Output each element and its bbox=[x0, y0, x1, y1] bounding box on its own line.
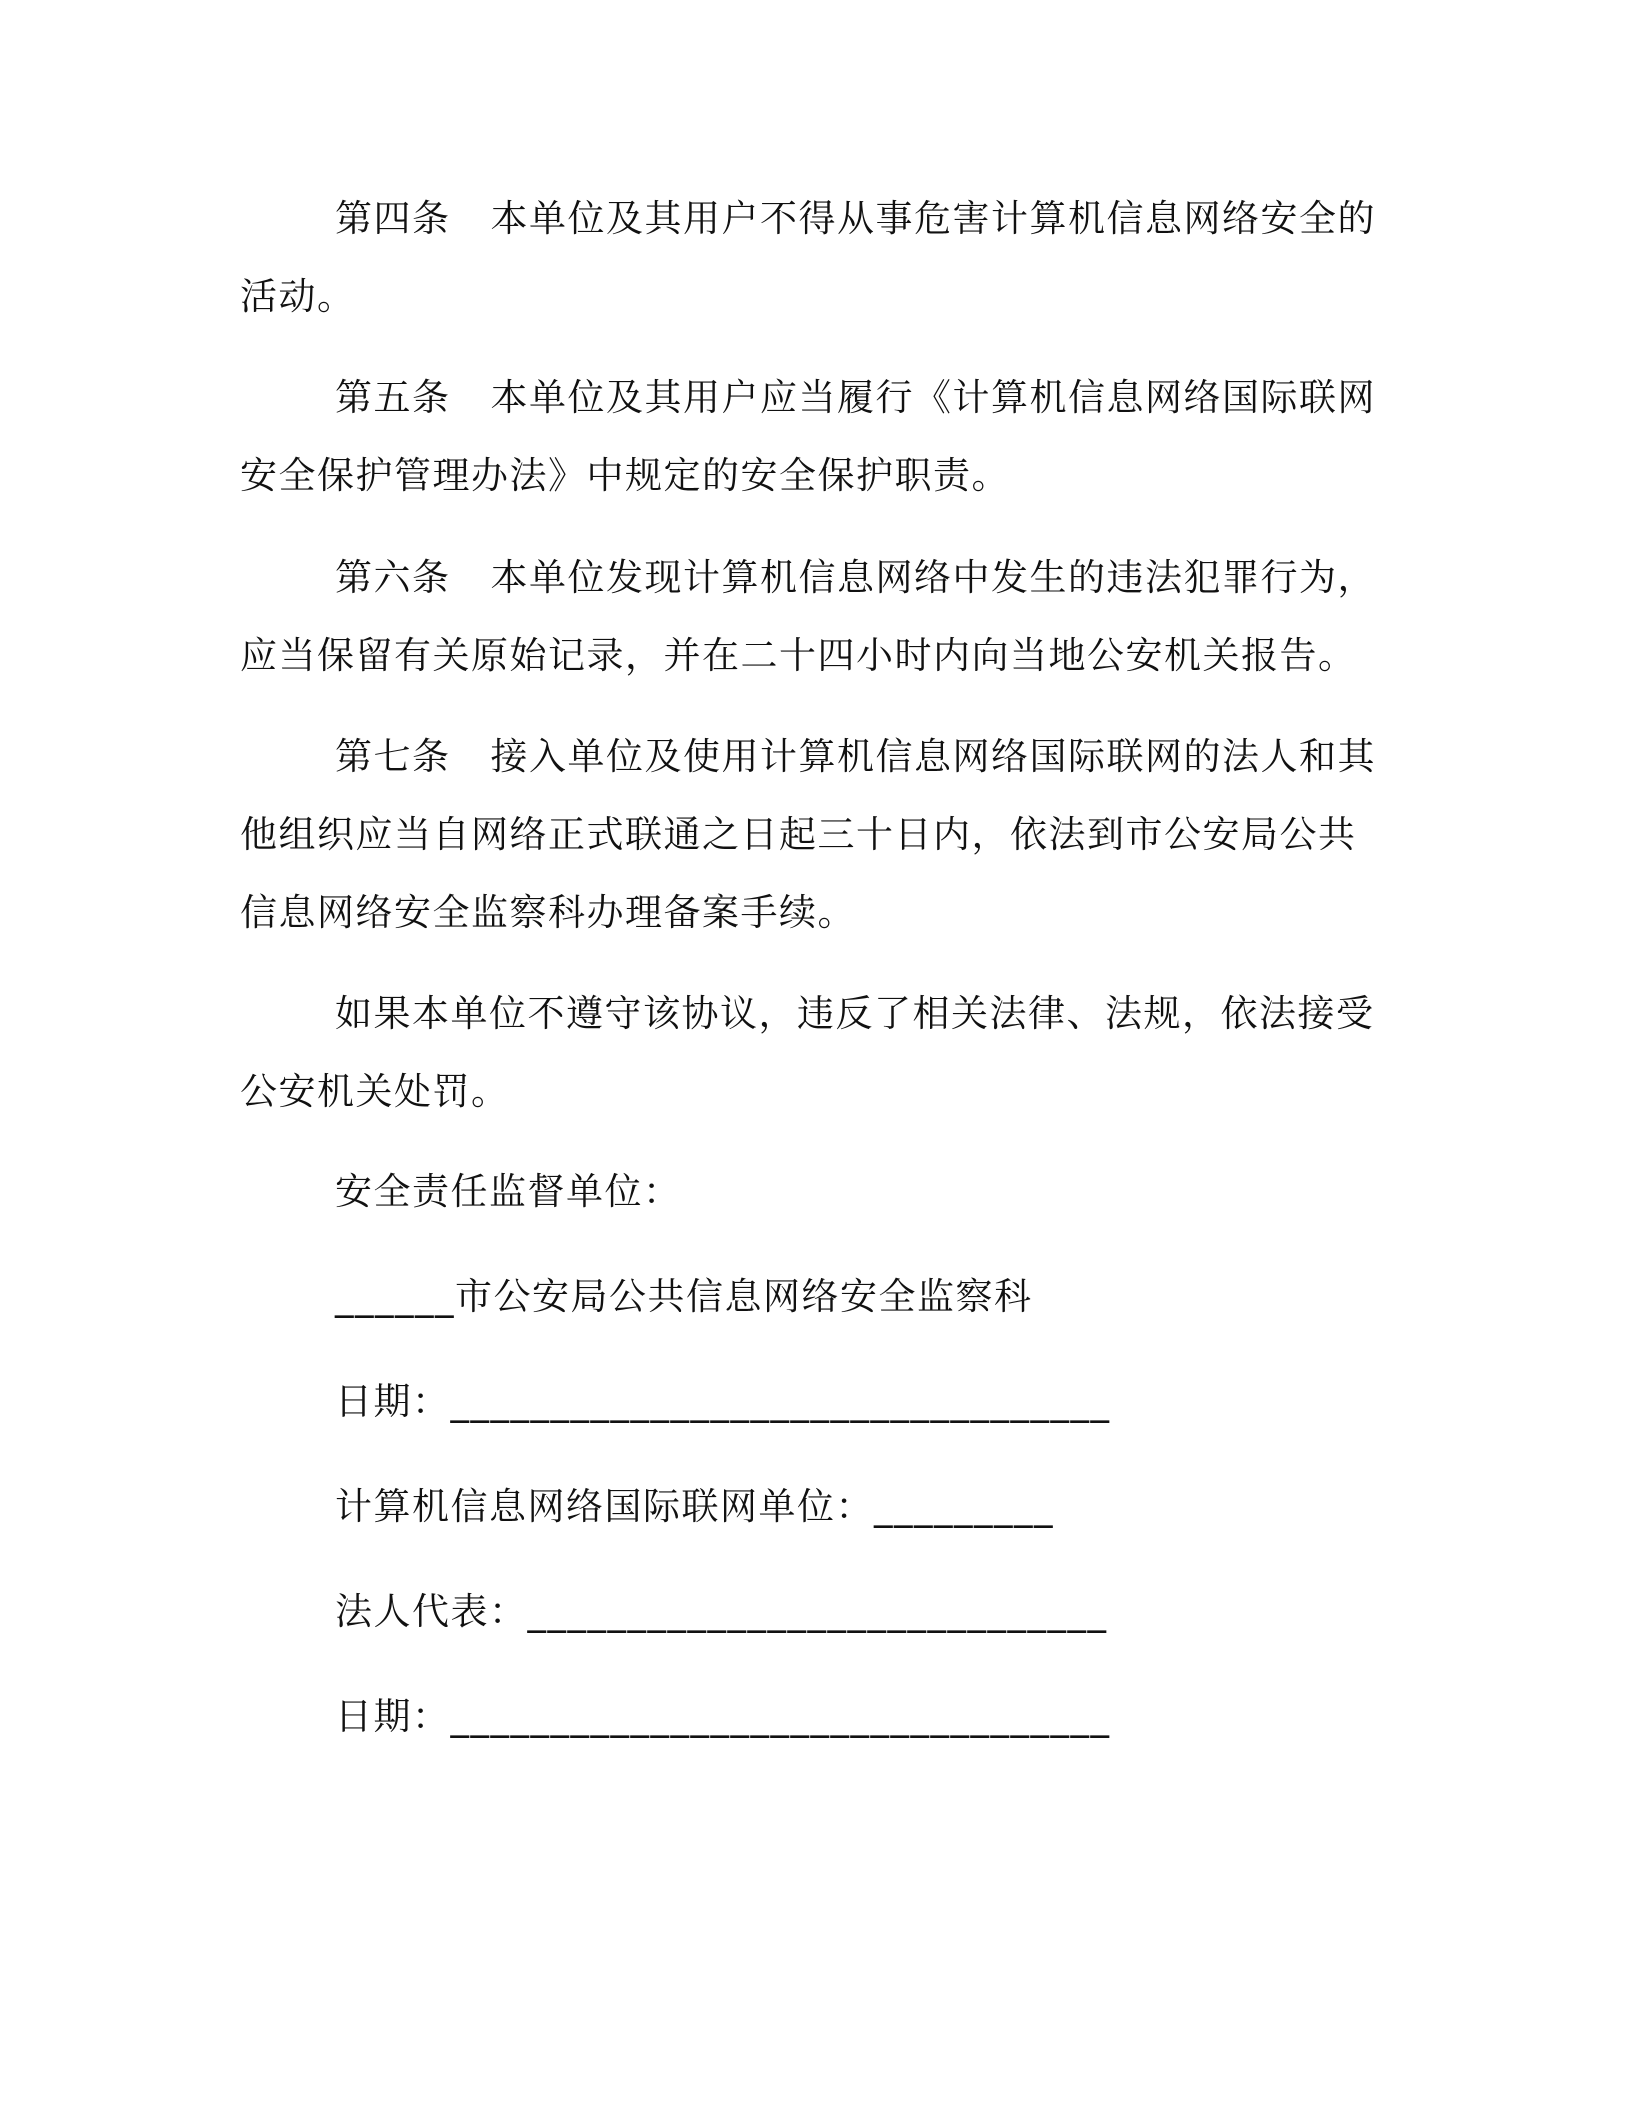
network-unit-line: 计算机信息网络国际联网单位：_________ bbox=[335, 1485, 1054, 1528]
article-7 bbox=[240, 718, 1380, 952]
article-5-number: 第五条 bbox=[335, 376, 451, 419]
supervisor-unit: ______市公安局公共信息网络安全监察科 bbox=[335, 1275, 1033, 1318]
supervisor-label: 安全责任监督单位： bbox=[335, 1170, 682, 1213]
article-4-number: 第四条 bbox=[335, 197, 451, 240]
closing-paragraph: 如果本单位不遵守该协议，违反了相关法律、法规，依法接受公安机关处罚。 bbox=[240, 992, 1375, 1113]
date-line-2: 日期：_________________________________ bbox=[335, 1695, 1111, 1738]
article-5 bbox=[240, 359, 1380, 515]
article-7-number: 第七条 bbox=[335, 735, 451, 778]
article-6-number: 第六条 bbox=[335, 556, 451, 599]
article-7-text: 接入单位及使用计算机信息网络国际联网的法人和其他组织应当自网络正式联通之日起三十日内，依法到市公安局公共信息网络安全监察科办理备案手续。 bbox=[240, 735, 1376, 934]
date-line-1: 日期：_________________________________ bbox=[335, 1380, 1111, 1423]
article-6-text: 本单位发现计算机信息网络中发生的违法犯罪行为，应当保留有关原始记录，并在二十四小时内向当地公安机关报告。 bbox=[240, 556, 1376, 677]
legal-representative-line: 法人代表：_____________________________ bbox=[335, 1590, 1108, 1633]
article-6 bbox=[240, 539, 1380, 695]
article-4 bbox=[240, 180, 1380, 336]
article-4-text: 本单位及其用户不得从事危害计算机信息网络安全的活动。 bbox=[240, 197, 1376, 318]
article-5-text: 本单位及其用户应当履行《计算机信息网络国际联网安全保护管理办法》中规定的安全保护职责。 bbox=[240, 376, 1376, 497]
